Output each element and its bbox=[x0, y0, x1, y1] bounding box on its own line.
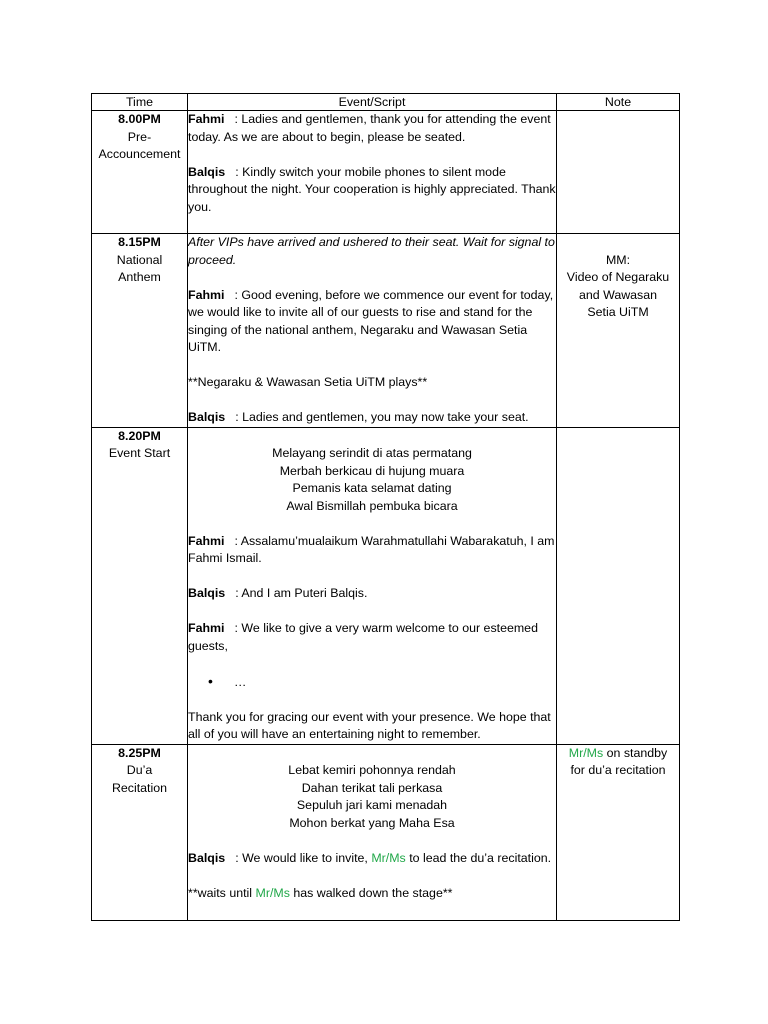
time-value: 8.20PM bbox=[118, 428, 161, 443]
pantun-line: Mohon berkat yang Maha Esa bbox=[289, 815, 455, 830]
speaker-name: Fahmi bbox=[188, 533, 225, 548]
segment-label: Accouncement bbox=[98, 147, 181, 161]
note-heading: MM: bbox=[605, 252, 631, 267]
segment-label: Anthem bbox=[118, 270, 161, 284]
placeholder-name: Mr/Ms bbox=[371, 850, 406, 865]
note-line: Setia UiTM bbox=[587, 305, 649, 319]
segment-label: Pre- bbox=[127, 129, 152, 144]
stage-direction: After VIPs have arrived and ushered to their seat. Wait for signal to proceed. bbox=[188, 235, 555, 267]
table-row bbox=[92, 234, 680, 428]
note-line: Video of Negaraku bbox=[566, 270, 670, 284]
cue-text: has walked down the stage** bbox=[289, 885, 453, 900]
event-cell bbox=[188, 234, 557, 428]
segment-label: Recitation bbox=[111, 780, 168, 795]
cue-text: **waits until bbox=[188, 885, 256, 900]
event-cell bbox=[188, 744, 557, 920]
speaker-name: Balqis bbox=[188, 586, 226, 600]
script-text: : Ladies and gentlemen, thank you for attending the event today. As we are about to begin, please be seated. bbox=[188, 112, 551, 144]
segment-label: Du’a bbox=[126, 763, 153, 777]
note-cell bbox=[557, 234, 680, 428]
pantun-line: Pemanis kata selamat dating bbox=[292, 481, 452, 495]
script-line bbox=[188, 850, 556, 868]
table-row bbox=[92, 744, 680, 920]
speaker-name: Balqis bbox=[188, 164, 226, 179]
segment-label: National bbox=[116, 252, 163, 267]
note-line: and Wawasan bbox=[578, 287, 658, 302]
script-text: : We would like to invite, bbox=[235, 850, 372, 865]
speaker-name: Balqis bbox=[188, 410, 226, 424]
script-text: : Ladies and gentlemen, you may now take your seat. bbox=[235, 410, 529, 424]
note-line: for du’a recitation bbox=[570, 763, 666, 777]
bullet-text: … bbox=[234, 674, 247, 689]
event-cell bbox=[188, 111, 557, 234]
pantun-line: Awal Bismillah pembuka bicara bbox=[286, 498, 458, 513]
stage-cue: **Negaraku & Wawasan Setia UiTM plays** bbox=[188, 375, 428, 389]
note-line bbox=[557, 745, 679, 763]
script-text: : Kindly switch your mobile phones to silent mode throughout the night. Your cooperation is highly appreciated. Thank you. bbox=[188, 164, 556, 214]
pantun-line: Sepuluh jari kami menadah bbox=[296, 798, 448, 812]
time-cell bbox=[92, 744, 188, 920]
time-value: 8.00PM bbox=[118, 112, 161, 126]
event-script-table bbox=[91, 93, 680, 921]
pantun-line: Dahan terikat tali perkasa bbox=[301, 780, 443, 795]
speaker-name: Fahmi bbox=[188, 287, 225, 302]
placeholder-name: Mr/Ms bbox=[255, 885, 290, 900]
time-cell bbox=[92, 234, 188, 428]
script-text: : We like to give a very warm welcome to our esteemed guests, bbox=[188, 621, 538, 653]
time-value: 8.15PM bbox=[118, 235, 161, 249]
note-text: on standby bbox=[603, 745, 668, 760]
script-line bbox=[188, 111, 556, 146]
script-line bbox=[188, 585, 556, 603]
script-line bbox=[188, 287, 556, 357]
header-note: Note bbox=[557, 94, 680, 111]
header-event: Event/Script bbox=[188, 94, 557, 111]
speaker-name: Fahmi bbox=[188, 112, 225, 126]
closing-line: Thank you for gracing our event with your presence. We hope that all of you will have an entertaining night to remember. bbox=[188, 709, 551, 741]
speaker-name: Balqis bbox=[188, 850, 226, 865]
table-row bbox=[92, 111, 680, 234]
note-cell bbox=[557, 427, 680, 744]
speaker-name: Fahmi bbox=[188, 621, 225, 635]
pantun-line: Merbah berkicau di hujung muara bbox=[279, 463, 465, 478]
time-cell bbox=[92, 111, 188, 234]
script-text: : Good evening, before we commence our event for today, we would like to invite all of our guests to rise and stand for the singing of the national anthem, Negaraku and Wawasan Setia UiTM. bbox=[188, 287, 554, 354]
script-text: to lead the du’a recitation. bbox=[405, 850, 552, 865]
script-line bbox=[188, 164, 556, 217]
pantun-line: Lebat kemiri pohonnya rendah bbox=[288, 763, 456, 777]
bullet-item bbox=[188, 673, 556, 692]
note-cell bbox=[557, 111, 680, 234]
table-header-row bbox=[92, 94, 680, 111]
note-cell bbox=[557, 744, 680, 920]
script-line bbox=[188, 533, 556, 568]
time-value: 8.25PM bbox=[118, 745, 161, 760]
pantun-line: Melayang serindit di atas permatang bbox=[272, 446, 472, 460]
bullet-icon: • bbox=[208, 672, 213, 689]
time-cell bbox=[92, 427, 188, 744]
table-row bbox=[92, 427, 680, 744]
script-text: : Assalamu’mualaikum Warahmatullahi Wabarakatuh, I am Fahmi Ismail. bbox=[188, 533, 555, 565]
script-line bbox=[188, 409, 556, 427]
script-line bbox=[188, 620, 556, 655]
segment-label: Event Start bbox=[108, 446, 171, 460]
script-text: : And I am Puteri Balqis. bbox=[235, 586, 368, 600]
header-time: Time bbox=[92, 94, 188, 111]
stage-cue bbox=[188, 885, 556, 903]
event-cell bbox=[188, 427, 557, 744]
placeholder-name: Mr/Ms bbox=[568, 745, 604, 760]
